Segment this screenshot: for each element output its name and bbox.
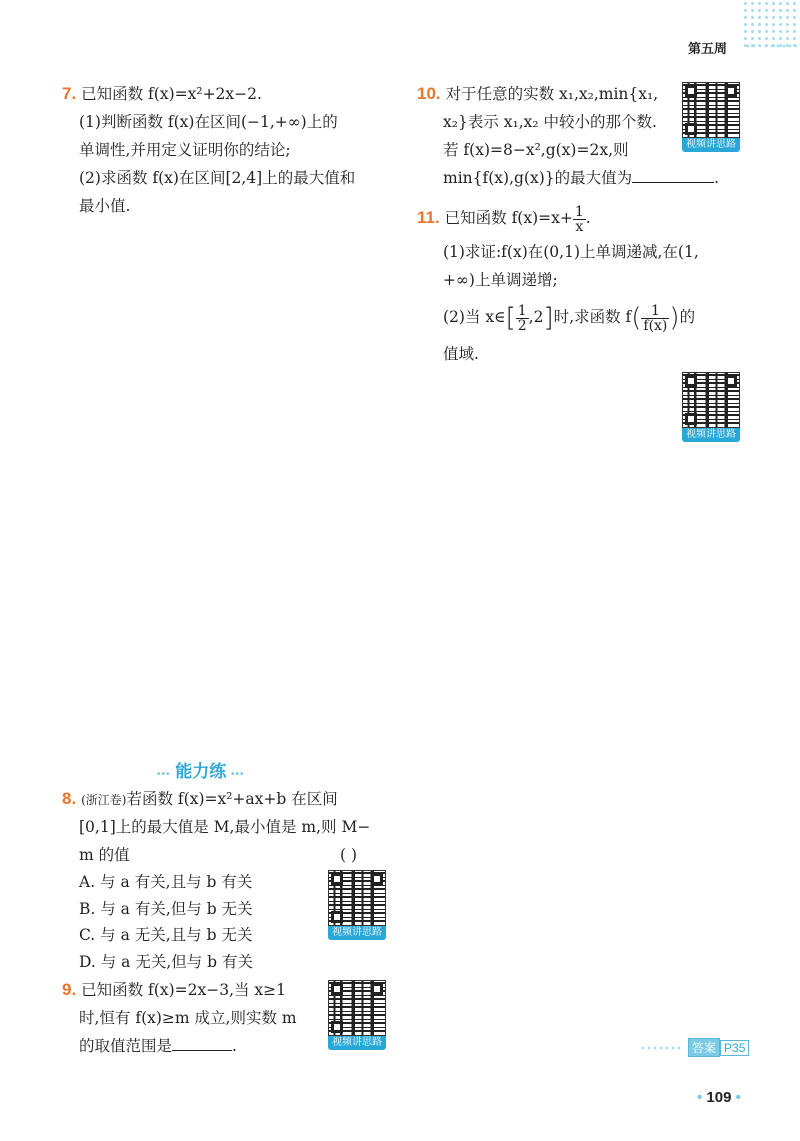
qr-code-q10[interactable] — [682, 82, 742, 152]
qr-image — [682, 82, 740, 138]
q8-line-3: m 的值 — [79, 846, 130, 864]
q8-option-b[interactable]: B. 与 a 有关,但与 b 无关 — [79, 900, 253, 918]
q7-line-4: (2)求函数 f(x)在区间[2,4]上的最大值和 — [79, 169, 356, 187]
q10-line-3: 若 f(x)=8−x²,g(x)=2x,则 — [443, 141, 629, 159]
q8-number: 8. — [62, 789, 77, 808]
q10-number: 10. — [417, 84, 441, 103]
q8-answer-paren[interactable]: ( ) — [340, 846, 358, 864]
q7-line-1: 7. 已知函数 f(x)=x²+2x−2. — [62, 84, 262, 103]
qr-code-q9[interactable] — [328, 980, 388, 1050]
q8-option-c[interactable]: C. 与 a 无关,且与 b 无关 — [79, 926, 253, 944]
q9-number: 9. — [62, 980, 77, 999]
q7-line-3: 单调性,并用定义证明你的结论; — [79, 141, 291, 159]
q9-line-2: 时,恒有 f(x)≥m 成立,则实数 m — [79, 1009, 297, 1027]
q11-line-3: +∞)上单调递增; — [443, 271, 558, 289]
header-dot-row — [745, 43, 797, 49]
q8-option-d[interactable]: D. 与 a 无关,但与 b 有关 — [79, 953, 254, 971]
qr-image — [328, 980, 386, 1036]
qr-code-q8[interactable] — [328, 870, 388, 940]
q8-line-2: [0,1]上的最大值是 M,最小值是 m,则 M− — [79, 818, 371, 836]
q7-line-5: 最小值. — [79, 197, 131, 215]
qr-image — [328, 870, 386, 926]
qr-code-q11[interactable] — [682, 372, 742, 442]
q11-line-1: 11. 已知函数 f(x)=x+ $\frac{1}{x}$ . — [417, 203, 591, 235]
q10-line-1: 10. 对于任意的实数 x₁,x₂,min{x₁, — [417, 84, 659, 103]
fraction-1-over-x: $\frac{1}{x}$ — [574, 203, 584, 235]
q11-number: 11. — [417, 208, 440, 227]
q10-line-2: x₂}表示 x₁,x₂ 中较小的那个数. — [443, 113, 657, 131]
qr-caption: 视频讲思路 — [328, 926, 386, 940]
qr-caption: 视频讲思路 — [682, 428, 740, 442]
q10-answer-blank[interactable] — [632, 168, 714, 183]
q7-number: 7. — [62, 84, 77, 103]
answer-dot-row — [640, 1045, 684, 1051]
q7-line-2: (1)判断函数 f(x)在区间(−1,+∞)上的 — [79, 113, 338, 131]
qr-caption: 视频讲思路 — [682, 138, 740, 152]
q9-line-3: 的取值范围是 . — [79, 1037, 237, 1055]
fraction-1-over-fx: $\frac{1}{f(x)}$ — [643, 302, 668, 334]
fraction-1-over-2: $\frac{1}{2}$ — [517, 302, 527, 334]
q9-answer-blank[interactable] — [172, 1036, 232, 1051]
answer-reference[interactable]: 答案 P35 — [688, 1038, 749, 1057]
qr-caption: 视频讲思路 — [328, 1036, 386, 1050]
week-label: 第五周 — [688, 41, 728, 56]
q9-line-1: 9. 已知函数 f(x)=2x−3,当 x≥1 — [62, 980, 287, 999]
q8-line-1: 8. (浙江卷)若函数 f(x)=x²+ax+b 在区间 — [62, 789, 338, 808]
qr-image — [682, 372, 740, 428]
q11-line-2: (1)求证:f(x)在(0,1)上单调递减,在(1, — [443, 243, 699, 261]
q11-line-4: (2)当 x∈[ $\frac{1}{2}$ ,2]时,求函数 f( $\frac{1}{f(x)}$ )的 — [443, 302, 696, 334]
section-title-ability: ••• 能力练 ••• — [157, 762, 245, 781]
q11-line-5: 值域. — [443, 345, 479, 363]
q10-line-4: min{f(x),g(x)}的最大值为 . — [443, 169, 720, 187]
page-number: • 109 • — [697, 1089, 741, 1106]
q8-option-a[interactable]: A. 与 a 有关,且与 b 有关 — [79, 873, 253, 891]
